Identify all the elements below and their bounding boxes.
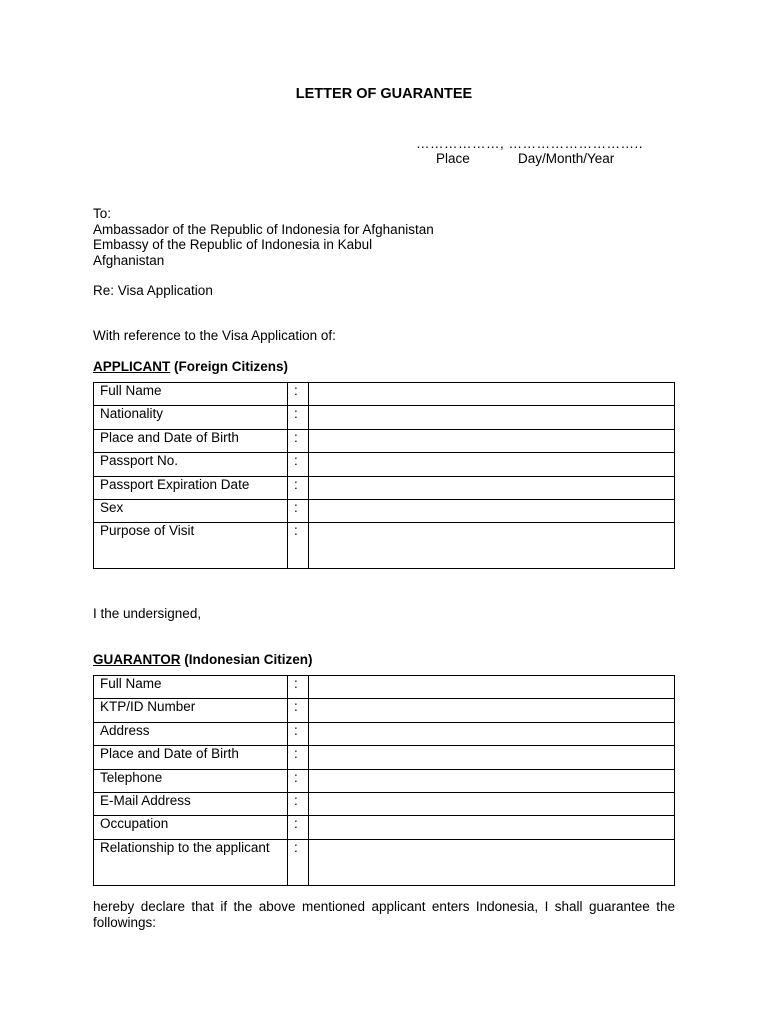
table-row — [94, 523, 675, 569]
row-separator: : — [288, 722, 309, 745]
row-separator: : — [288, 746, 309, 769]
table-row — [94, 499, 675, 522]
table-row — [94, 769, 675, 792]
occupation-field[interactable] — [309, 816, 675, 839]
birth-place-date-field[interactable] — [309, 429, 675, 452]
guarantor-heading-title: GUARANTOR — [93, 652, 181, 667]
row-separator: : — [288, 792, 309, 815]
row-label: Telephone — [94, 769, 288, 792]
table-row — [94, 429, 675, 452]
table-row — [94, 839, 675, 885]
row-separator: : — [288, 769, 309, 792]
row-label: Passport Expiration Date — [94, 476, 288, 499]
table-row — [94, 699, 675, 722]
row-label: Place and Date of Birth — [94, 746, 288, 769]
passport-number-field[interactable] — [309, 453, 675, 476]
row-label: Full Name — [94, 383, 288, 406]
row-separator: : — [288, 839, 309, 885]
guarantor-birth-place-date-field[interactable] — [309, 746, 675, 769]
undersigned-text: I the undersigned, — [93, 606, 202, 621]
applicant-heading-title: APPLICANT — [93, 359, 171, 374]
row-label: Full Name — [94, 676, 288, 699]
place-date-blank: ………………, ……………………….. — [416, 136, 644, 151]
row-label: KTP/ID Number — [94, 699, 288, 722]
applicant-heading-note: (Foreign Citizens) — [174, 359, 289, 374]
row-separator: : — [288, 676, 309, 699]
row-label: Place and Date of Birth — [94, 429, 288, 452]
guarantor-table — [93, 675, 675, 886]
row-separator: : — [288, 476, 309, 499]
table-row — [94, 476, 675, 499]
guarantor-heading-note: (Indonesian Citizen) — [184, 652, 313, 667]
address-line-3: Afghanistan — [93, 252, 165, 268]
row-label: Sex — [94, 499, 288, 522]
table-row — [94, 816, 675, 839]
row-separator: : — [288, 406, 309, 429]
table-row — [94, 406, 675, 429]
row-separator: : — [288, 453, 309, 476]
row-separator: : — [288, 429, 309, 452]
row-label: Passport No. — [94, 453, 288, 476]
relationship-field[interactable] — [309, 839, 675, 885]
address-to: To: — [93, 206, 112, 221]
row-label: E-Mail Address — [94, 792, 288, 815]
purpose-of-visit-field[interactable] — [309, 523, 675, 569]
nationality-field[interactable] — [309, 406, 675, 429]
row-label: Relationship to the applicant — [94, 839, 288, 885]
row-label: Occupation — [94, 816, 288, 839]
table-row — [94, 383, 675, 406]
table-row — [94, 746, 675, 769]
table-row — [94, 792, 675, 815]
sex-field[interactable] — [309, 499, 675, 522]
subject-line: Re: Visa Application — [93, 283, 213, 298]
applicant-heading — [93, 359, 288, 375]
ktp-id-field[interactable] — [309, 699, 675, 722]
row-separator: : — [288, 523, 309, 569]
table-row — [94, 453, 675, 476]
guarantor-heading — [93, 652, 313, 668]
place-date-line — [416, 136, 656, 166]
recipient-address — [93, 206, 675, 268]
address-line-1: Ambassador of the Republic of Indonesia for Afghanistan — [93, 221, 434, 237]
row-label: Address — [94, 722, 288, 745]
passport-expiration-field[interactable] — [309, 476, 675, 499]
date-label: Day/Month/Year — [518, 151, 615, 166]
row-separator: : — [288, 499, 309, 522]
row-separator: : — [288, 699, 309, 722]
telephone-field[interactable] — [309, 769, 675, 792]
applicant-table — [93, 382, 675, 569]
row-label: Purpose of Visit — [94, 523, 288, 569]
address-field[interactable] — [309, 722, 675, 745]
row-separator: : — [288, 383, 309, 406]
row-separator: : — [288, 816, 309, 839]
document-title: LETTER OF GUARANTEE — [295, 86, 473, 102]
declaration-text: hereby declare that if the above mentioned applicant enters Indonesia, I shall guarantee the followings: — [93, 899, 675, 930]
table-row — [94, 722, 675, 745]
table-row — [94, 676, 675, 699]
address-line-2: Embassy of the Republic of Indonesia in Kabul — [93, 237, 373, 252]
reference-text: With reference to the Visa Application of: — [93, 328, 336, 343]
place-label: Place — [436, 151, 470, 166]
guarantor-full-name-field[interactable] — [309, 676, 675, 699]
row-label: Nationality — [94, 406, 288, 429]
email-field[interactable] — [309, 792, 675, 815]
full-name-field[interactable] — [309, 383, 675, 406]
